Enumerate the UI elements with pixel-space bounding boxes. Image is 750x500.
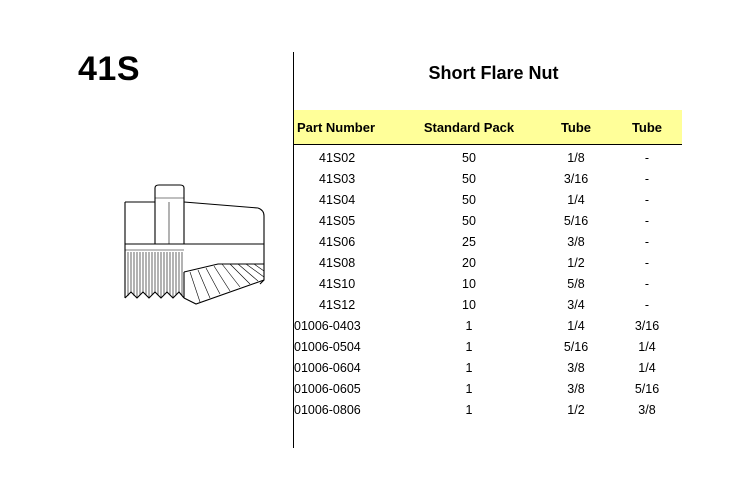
part-number-text: 41S10	[319, 276, 356, 291]
table-row	[294, 145, 682, 169]
table-row	[294, 252, 682, 273]
table-row	[294, 189, 682, 210]
cell-standard-pack: 50	[462, 192, 476, 207]
table-row	[294, 273, 682, 294]
cell-part-number	[294, 294, 398, 315]
cell-standard-pack: 25	[462, 234, 476, 249]
cell-tube-2: -	[644, 150, 650, 165]
header-tube-2: Tube	[612, 110, 682, 145]
part-number-text: 01006-0605	[294, 381, 361, 396]
part-number-text: 41S12	[319, 297, 356, 312]
cell-tube-1: 3/16	[563, 171, 589, 186]
cell-part-number	[294, 315, 398, 336]
part-number-text: 01006-0806	[294, 402, 361, 417]
cell-tube-1: 1/2	[567, 255, 585, 270]
flare-nut-drawing-icon	[118, 180, 270, 310]
cell-tube-2: -	[644, 234, 650, 249]
cell-tube-2: -	[644, 192, 650, 207]
table-row	[294, 357, 682, 378]
header-part-number: Part Number	[294, 110, 398, 145]
table-header-row	[294, 110, 682, 145]
cell-tube-1: 3/8	[567, 381, 585, 396]
part-number-text: 41S06	[319, 234, 356, 249]
cell-tube-1: 3/4	[567, 297, 585, 312]
cell-part-number	[294, 168, 398, 189]
cell-tube-2: -	[644, 171, 650, 186]
table-row	[294, 231, 682, 252]
cell-standard-pack: 1	[465, 360, 473, 375]
cell-standard-pack: 1	[465, 381, 473, 396]
header-tube-1: Tube	[540, 110, 612, 145]
part-number-text: 01006-0604	[294, 360, 361, 375]
cell-part-number	[294, 189, 398, 210]
cell-tube-1: 1/4	[567, 192, 585, 207]
cell-standard-pack: 10	[462, 276, 476, 291]
cell-part-number	[294, 378, 398, 399]
cell-tube-2: 3/8	[638, 402, 656, 417]
table-row	[294, 378, 682, 399]
cell-tube-2: 5/16	[634, 381, 660, 396]
cell-tube-1: 5/8	[567, 276, 585, 291]
cell-tube-1: 1/2	[567, 402, 585, 417]
part-number-text: 41S04	[319, 192, 356, 207]
cell-tube-1: 3/8	[567, 360, 585, 375]
table-row	[294, 168, 682, 189]
cell-tube-2: -	[644, 255, 650, 270]
cell-part-number	[294, 231, 398, 252]
cell-tube-1: 3/8	[567, 234, 585, 249]
cell-standard-pack: 10	[462, 297, 476, 312]
cell-part-number	[294, 210, 398, 231]
part-number-text: 01006-0403	[294, 318, 361, 333]
table-body	[294, 145, 682, 421]
cell-part-number	[294, 336, 398, 357]
cell-tube-1: 1/4	[567, 318, 585, 333]
cell-tube-2: -	[644, 213, 650, 228]
cell-standard-pack: 1	[465, 402, 473, 417]
cell-part-number	[294, 273, 398, 294]
cell-tube-1: 5/16	[563, 339, 589, 354]
cell-part-number	[294, 145, 398, 169]
part-number-text: 41S05	[319, 213, 356, 228]
cell-tube-2: -	[644, 276, 650, 291]
part-number-text: 41S02	[319, 150, 356, 165]
table-row	[294, 315, 682, 336]
header-standard-pack: Standard Pack	[398, 110, 540, 145]
part-number-text: 41S08	[319, 255, 356, 270]
cell-tube-1: 1/8	[567, 150, 585, 165]
parts-table	[294, 110, 682, 420]
cell-standard-pack: 50	[462, 171, 476, 186]
table-row	[294, 336, 682, 357]
cell-part-number	[294, 399, 398, 420]
part-number-text: 01006-0504	[294, 339, 361, 354]
cell-tube-2: 3/16	[634, 318, 660, 333]
part-number-text: 41S03	[319, 171, 356, 186]
table-row	[294, 294, 682, 315]
cell-part-number	[294, 357, 398, 378]
table-row	[294, 399, 682, 420]
cell-standard-pack: 1	[465, 339, 473, 354]
cell-standard-pack: 20	[462, 255, 476, 270]
cell-tube-2: -	[644, 297, 650, 312]
cell-standard-pack: 50	[462, 150, 476, 165]
table-row	[294, 210, 682, 231]
product-code: 41S	[78, 50, 140, 88]
cell-standard-pack: 1	[465, 318, 473, 333]
cell-tube-2: 1/4	[638, 339, 656, 354]
cell-tube-1: 5/16	[563, 213, 589, 228]
cell-standard-pack: 50	[462, 213, 476, 228]
cell-part-number	[294, 252, 398, 273]
product-name: Short Flare Nut	[428, 63, 559, 83]
cell-tube-2: 1/4	[638, 360, 656, 375]
